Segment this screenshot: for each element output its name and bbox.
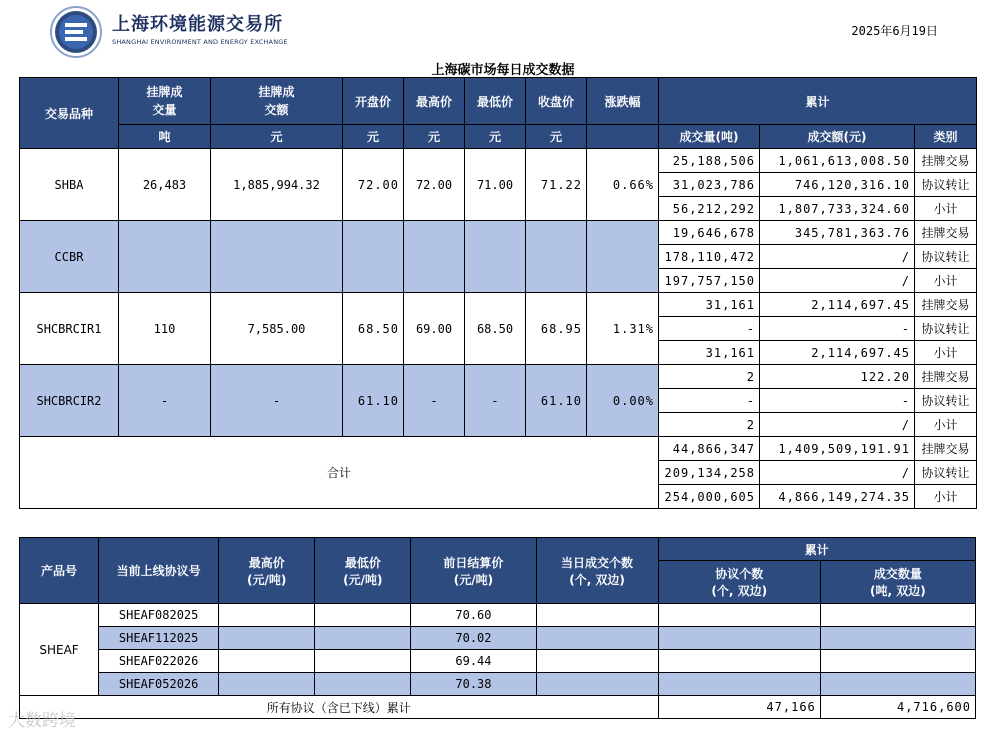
header-category: 类别	[915, 125, 977, 149]
close-price	[526, 221, 587, 293]
low-price	[465, 221, 526, 293]
org-name: 上海环境能源交易所	[112, 14, 283, 35]
unit-high: 元	[404, 125, 465, 149]
low-price: 68.50	[465, 293, 526, 365]
cum-volume: 178,110,472	[659, 245, 760, 269]
low-price: -	[465, 365, 526, 437]
header-t2-high-label: 最高价	[248, 555, 285, 570]
org-name-en: SHANGHAI ENVIRONMENT AND ENERGY EXCHANGE	[112, 38, 288, 46]
total-category: 小计	[915, 485, 977, 509]
price-change: 0.00%	[587, 365, 659, 437]
high-price: -	[404, 365, 465, 437]
header-t2-cumulative: 累计	[658, 538, 975, 561]
contract-daily	[536, 627, 658, 650]
contract-count	[658, 650, 820, 673]
total-volume: 254,000,605	[659, 485, 760, 509]
cum-volume: 31,023,786	[659, 173, 760, 197]
contract-id: SHEAF082025	[99, 604, 219, 627]
total-amount: 1,409,509,191.91	[760, 437, 915, 461]
contract-id: SHEAF022026	[99, 650, 219, 673]
all-contracts-label: 所有协议（含已下线）累计	[20, 696, 659, 719]
contract-high	[219, 627, 315, 650]
sheaf-contracts-table	[19, 537, 976, 719]
contract-settle: 70.60	[411, 604, 536, 627]
unit-listed-amount: 元	[211, 125, 343, 149]
header-t2-cum-count-unit: (个, 双边)	[711, 584, 768, 598]
open-price: 68.50	[343, 293, 404, 365]
unit-low: 元	[465, 125, 526, 149]
contract-low	[315, 673, 411, 696]
contract-daily	[536, 604, 658, 627]
report-date: 2025年6月19日	[851, 24, 938, 38]
header-t2-cum-count	[658, 561, 820, 604]
header-t2-high	[219, 538, 315, 604]
cum-amount: /	[760, 245, 915, 269]
cum-amount: /	[760, 413, 915, 437]
open-price: 61.10	[343, 365, 404, 437]
header-t2-daily-unit: (个, 双边)	[569, 572, 625, 587]
listed-amount: 1,885,994.32	[211, 149, 343, 221]
daily-trading-table	[19, 77, 977, 509]
header-t2-settle	[411, 538, 536, 604]
table-row	[20, 365, 977, 389]
listed-volume	[119, 221, 211, 293]
table-row	[20, 149, 977, 173]
category: 协议转让	[915, 245, 977, 269]
header-t2-cum-qty-label: 成交数量	[873, 567, 922, 581]
contract-qty	[820, 627, 975, 650]
cum-volume: 31,161	[659, 293, 760, 317]
listed-volume: -	[119, 365, 211, 437]
high-price	[404, 221, 465, 293]
contract-low	[315, 604, 411, 627]
high-price: 72.00	[404, 149, 465, 221]
header-t2-low-label: 最低价	[344, 555, 381, 570]
cum-amount: /	[760, 269, 915, 293]
cum-amount: 746,120,316.10	[760, 173, 915, 197]
table-row	[20, 696, 976, 719]
header-t2-settle-unit: (元/吨)	[453, 572, 494, 587]
header-t2-low-unit: (元/吨)	[343, 572, 383, 587]
header-listed-volume: 挂牌成交量	[119, 78, 211, 125]
product-name: SHBA	[20, 149, 119, 221]
cum-amount: -	[760, 389, 915, 413]
product-no: SHEAF	[20, 604, 99, 696]
cum-amount: 2,114,697.45	[760, 341, 915, 365]
contract-low	[315, 627, 411, 650]
price-change	[587, 221, 659, 293]
contract-settle: 70.38	[411, 673, 536, 696]
header-contract: 当前上线协议号	[99, 538, 219, 604]
contract-settle: 69.44	[411, 650, 536, 673]
total-category: 协议转让	[915, 461, 977, 485]
cum-amount: 1,807,733,324.60	[760, 197, 915, 221]
cum-volume: 197,757,150	[659, 269, 760, 293]
contract-id: SHEAF112025	[99, 627, 219, 650]
contract-daily	[536, 673, 658, 696]
header-open: 开盘价	[343, 78, 404, 125]
contract-daily	[536, 650, 658, 673]
header-t2-cum-qty	[820, 561, 975, 604]
category: 挂牌交易	[915, 293, 977, 317]
contract-id: SHEAF052026	[99, 673, 219, 696]
category: 挂牌交易	[915, 365, 977, 389]
header-low: 最低价	[465, 78, 526, 125]
cum-volume: 56,212,292	[659, 197, 760, 221]
category: 协议转让	[915, 317, 977, 341]
open-price	[343, 221, 404, 293]
category: 小计	[915, 413, 977, 437]
total-volume: 209,134,258	[659, 461, 760, 485]
open-price: 72.00	[343, 149, 404, 221]
listed-volume: 110	[119, 293, 211, 365]
cum-volume: -	[659, 317, 760, 341]
unit-open: 元	[343, 125, 404, 149]
close-price: 68.95	[526, 293, 587, 365]
header-t2-high-unit: (元/吨)	[247, 572, 287, 587]
contract-high	[219, 673, 315, 696]
listed-amount: -	[211, 365, 343, 437]
header-product: 交易品种	[20, 78, 119, 149]
header-listed-amount: 挂牌成交额	[211, 78, 343, 125]
header-t2-cum-count-label: 协议个数	[715, 567, 764, 581]
exchange-logo	[50, 6, 102, 58]
category: 小计	[915, 341, 977, 365]
listed-amount	[211, 221, 343, 293]
total-amount: 4,866,149,274.35	[760, 485, 915, 509]
contract-settle: 70.02	[411, 627, 536, 650]
cum-amount: 345,781,363.76	[760, 221, 915, 245]
cum-amount: 2,114,697.45	[760, 293, 915, 317]
total-label: 合计	[20, 437, 659, 509]
total-amount: /	[760, 461, 915, 485]
listed-volume: 26,483	[119, 149, 211, 221]
contract-high	[219, 604, 315, 627]
watermark: 大数跨境	[8, 711, 76, 731]
contract-count	[658, 604, 820, 627]
table-row	[20, 604, 976, 627]
table-row	[20, 627, 976, 650]
product-name: SHCBRCIR1	[20, 293, 119, 365]
product-name: SHCBRCIR2	[20, 365, 119, 437]
close-price: 71.22	[526, 149, 587, 221]
cum-volume: 25,188,506	[659, 149, 760, 173]
header-t2-low	[315, 538, 411, 604]
contract-qty	[820, 604, 975, 627]
header-t2-daily-label: 当日成交个数	[561, 555, 634, 570]
unit-listed-volume: 吨	[119, 125, 211, 149]
category: 小计	[915, 197, 977, 221]
contract-low	[315, 650, 411, 673]
header-product-no: 产品号	[20, 538, 99, 604]
category: 协议转让	[915, 173, 977, 197]
header-cumulative: 累计	[659, 78, 977, 125]
total-volume: 44,866,347	[659, 437, 760, 461]
category: 协议转让	[915, 389, 977, 413]
header-t2-cum-qty-unit: (吨, 双边)	[870, 584, 926, 598]
cum-volume: -	[659, 389, 760, 413]
cum-amount: -	[760, 317, 915, 341]
all-contracts-count: 47,166	[658, 696, 820, 719]
contract-count	[658, 627, 820, 650]
low-price: 71.00	[465, 149, 526, 221]
report-title: 上海碳市场每日成交数据	[431, 63, 575, 78]
total-category: 挂牌交易	[915, 437, 977, 461]
header-t2-daily	[536, 538, 658, 604]
table-row	[20, 673, 976, 696]
contract-count	[658, 673, 820, 696]
category: 挂牌交易	[915, 221, 977, 245]
header-close: 收盘价	[526, 78, 587, 125]
header-t2-settle-label: 前日结算价	[443, 555, 504, 570]
product-name: CCBR	[20, 221, 119, 293]
table-row	[20, 293, 977, 317]
contract-qty	[820, 650, 975, 673]
category: 挂牌交易	[915, 149, 977, 173]
unit-change	[587, 125, 659, 149]
table-row	[20, 437, 977, 461]
header-high: 最高价	[404, 78, 465, 125]
header-cum-volume: 成交量(吨)	[659, 125, 760, 149]
contract-high	[219, 650, 315, 673]
all-contracts-qty: 4,716,600	[820, 696, 975, 719]
price-change: 1.31%	[587, 293, 659, 365]
unit-close: 元	[526, 125, 587, 149]
high-price: 69.00	[404, 293, 465, 365]
cum-volume: 2	[659, 365, 760, 389]
cum-amount: 122.20	[760, 365, 915, 389]
contract-qty	[820, 673, 975, 696]
close-price: 61.10	[526, 365, 587, 437]
category: 小计	[915, 269, 977, 293]
cum-amount: 1,061,613,008.50	[760, 149, 915, 173]
table-row	[20, 650, 976, 673]
cum-volume: 31,161	[659, 341, 760, 365]
listed-amount: 7,585.00	[211, 293, 343, 365]
cum-volume: 2	[659, 413, 760, 437]
price-change: 0.66%	[587, 149, 659, 221]
header-cum-amount: 成交额(元)	[760, 125, 915, 149]
cum-volume: 19,646,678	[659, 221, 760, 245]
header-change: 涨跌幅	[587, 78, 659, 125]
table-row	[20, 221, 977, 245]
